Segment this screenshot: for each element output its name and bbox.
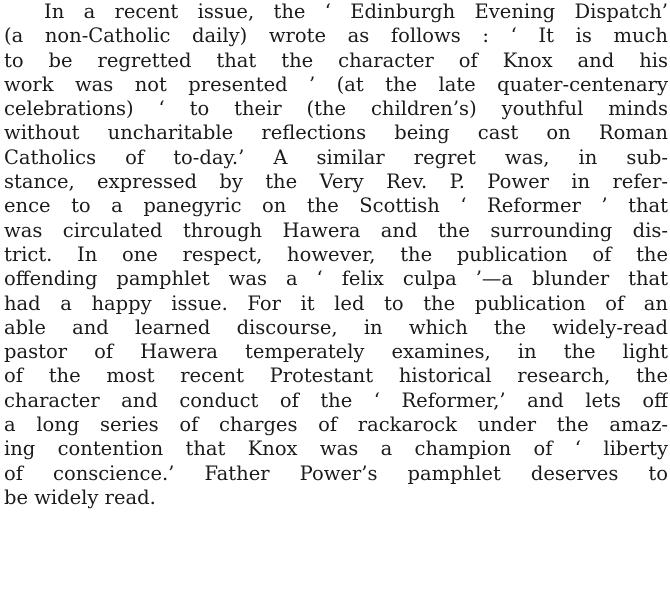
text-line: trict. In one respect, however, the publication of the <box>4 242 668 266</box>
text-line: without uncharitable reflections being cast on Roman <box>4 121 668 145</box>
text-line: ing contention that Knox was a champion of ‘ liberty <box>4 437 668 461</box>
text-line: character and conduct of the ‘ Reformer,’ and lets off <box>4 388 668 412</box>
text-line: stance, expressed by the Very Rev. P. Power in refer- <box>4 170 668 194</box>
text-line: celebrations) ‘ to their (the children’s) youthful minds <box>4 97 668 121</box>
text-line: a long series of charges of rackarock under the amaz- <box>4 413 668 437</box>
text-line: offending pamphlet was a ‘ felix culpa ’—a blunder that <box>4 267 668 291</box>
text-line: In a recent issue, the ‘ Edinburgh Evening Dispatch’ <box>44 0 668 23</box>
text-line: Catholics of to-day.’ A similar regret was, in sub- <box>4 145 668 169</box>
text-line: to be regretted that the character of Knox and his <box>4 48 668 72</box>
text-line: of the most recent Protestant historical research, the <box>4 364 668 388</box>
text-line: be widely read. <box>4 485 156 509</box>
text-line: work was not presented ’ (at the late quater-centenary <box>4 72 668 96</box>
text-line: ence to a panegyric on the Scottish ‘ Reformer ’ that <box>4 194 668 218</box>
text-line: able and learned discourse, in which the widely-read <box>4 315 668 339</box>
text-line: had a happy issue. For it led to the publication of an <box>4 291 668 315</box>
text-line: of conscience.’ Father Power’s pamphlet deserves to <box>4 461 668 485</box>
text-line: was circulated through Hawera and the surrounding dis- <box>4 218 668 242</box>
text-line: pastor of Hawera temperately examines, in the light <box>4 340 668 364</box>
text-line: (a non-Catholic daily) wrote as follows : ‘ It is much <box>4 24 668 48</box>
